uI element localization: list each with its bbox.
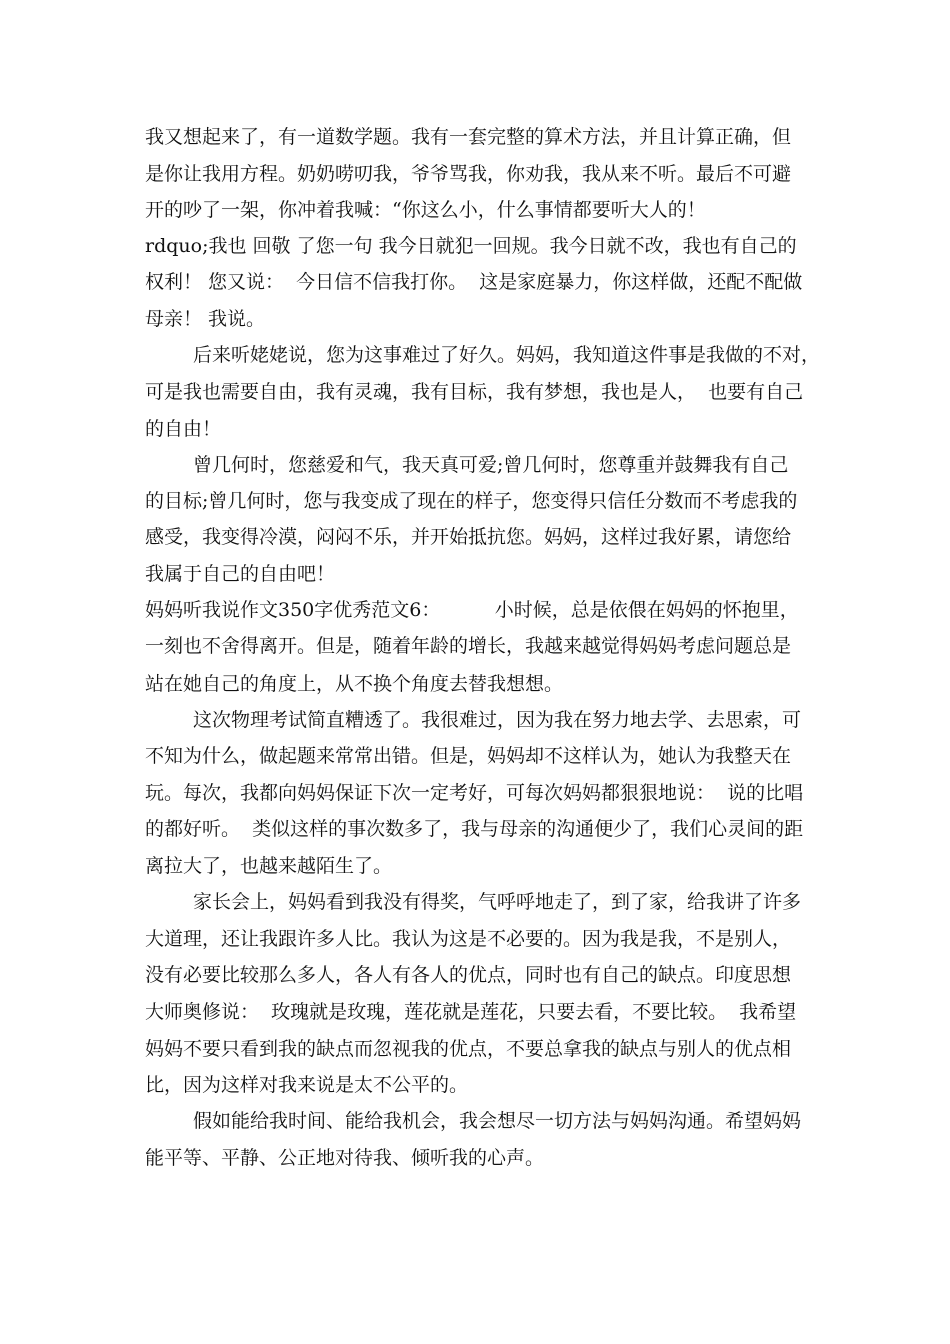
text-line: 是你让我用方程。奶奶唠叨我，爷爷骂我，你劝我，我从来不听。最后不可避	[145, 163, 792, 185]
text-line: 假如能给我时间、能给我机会，我会想尽一切方法与妈妈沟通。希望妈妈	[193, 1110, 802, 1132]
text-line: 后来听姥姥说，您为这事难过了好久。妈妈，我知道这件事是我做的不对，	[193, 344, 821, 366]
text-line: 不知为什么，做起题来常常出错。但是，妈妈却不这样认为，她认为我整天在	[145, 745, 792, 767]
text-line: 曾几何时，您慈爱和气，我天真可爱;曾几何时，您尊重并鼓舞我有自己	[193, 454, 789, 476]
text-line: 大师奥修说： 玫瑰就是玫瑰，莲花就是莲花，只要去看，不要比较。 我希望	[145, 1001, 797, 1023]
text-line: 妈妈听我说作文350字优秀范文6： 小时候，总是依偎在妈妈的怀抱里，	[145, 599, 799, 621]
text-line: 能平等、平静、公正地对待我、倾听我的心声。	[145, 1147, 545, 1169]
text-line: 没有必要比较那么多人，各人有各人的优点，同时也有自己的缺点。印度思想	[145, 964, 792, 986]
text-line: 母亲！ 我说。	[145, 308, 266, 330]
text-line: 妈妈不要只看到我的缺点而忽视我的优点，不要总拿我的缺点与别人的优点相	[145, 1038, 792, 1060]
text-line: 玩。每次，我都向妈妈保证下次一定考好，可每次妈妈都狠狠地说： 说的比唱	[145, 782, 804, 804]
text-line: 开的吵了一架，你冲着我喊：“你这么小，什么事情都要听大人的！	[145, 199, 706, 221]
text-line: 大道理，还让我跟许多人比。我认为这是不必要的。因为我是我，不是别人，	[145, 928, 792, 950]
text-line: rdquo;我也 回敬 了您一句 我今日就犯一回规。我今日就不改，我也有自己的	[145, 235, 797, 257]
text-line: 这次物理考试简直糟透了。我很难过，因为我在努力地去学、去思索，可	[193, 709, 802, 731]
text-line: 的自由！	[145, 418, 222, 440]
text-line: 比，因为这样对我来说是太不公平的。	[145, 1074, 469, 1096]
text-line: 我又想起来了，有一道数学题。我有一套完整的算术方法，并且计算正确，但	[145, 126, 792, 148]
text-line: 离拉大了，也越来越陌生了。	[145, 855, 393, 877]
text-line: 可是我也需要自由，我有灵魂，我有目标，我有梦想，我也是人， 也要有自己	[145, 381, 804, 403]
text-line: 我属于自己的自由吧！	[145, 563, 336, 585]
text-line: 家长会上，妈妈看到我没有得奖，气呼呼地走了，到了家，给我讲了许多	[193, 891, 802, 913]
text-line: 权利！ 您又说： 今日信不信我打你。 这是家庭暴力，你这样做，还配不配做	[145, 271, 803, 293]
text-line: 一刻也不舍得离开。但是，随着年龄的增长，我越来越觉得妈妈考虑问题总是	[145, 635, 792, 657]
text-line: 感受，我变得冷漠，闷闷不乐，并开始抵抗您。妈妈，这样过我好累，请您给	[145, 526, 792, 548]
text-line: 的目标;曾几何时，您与我变成了现在的样子，您变得只信任分数而不考虑我的	[145, 490, 798, 512]
text-line: 的都好听。 类似这样的事次数多了，我与母亲的沟通便少了，我们心灵间的距	[145, 818, 804, 840]
text-line: 站在她自己的角度上，从不换个角度去替我想想。	[145, 673, 564, 695]
